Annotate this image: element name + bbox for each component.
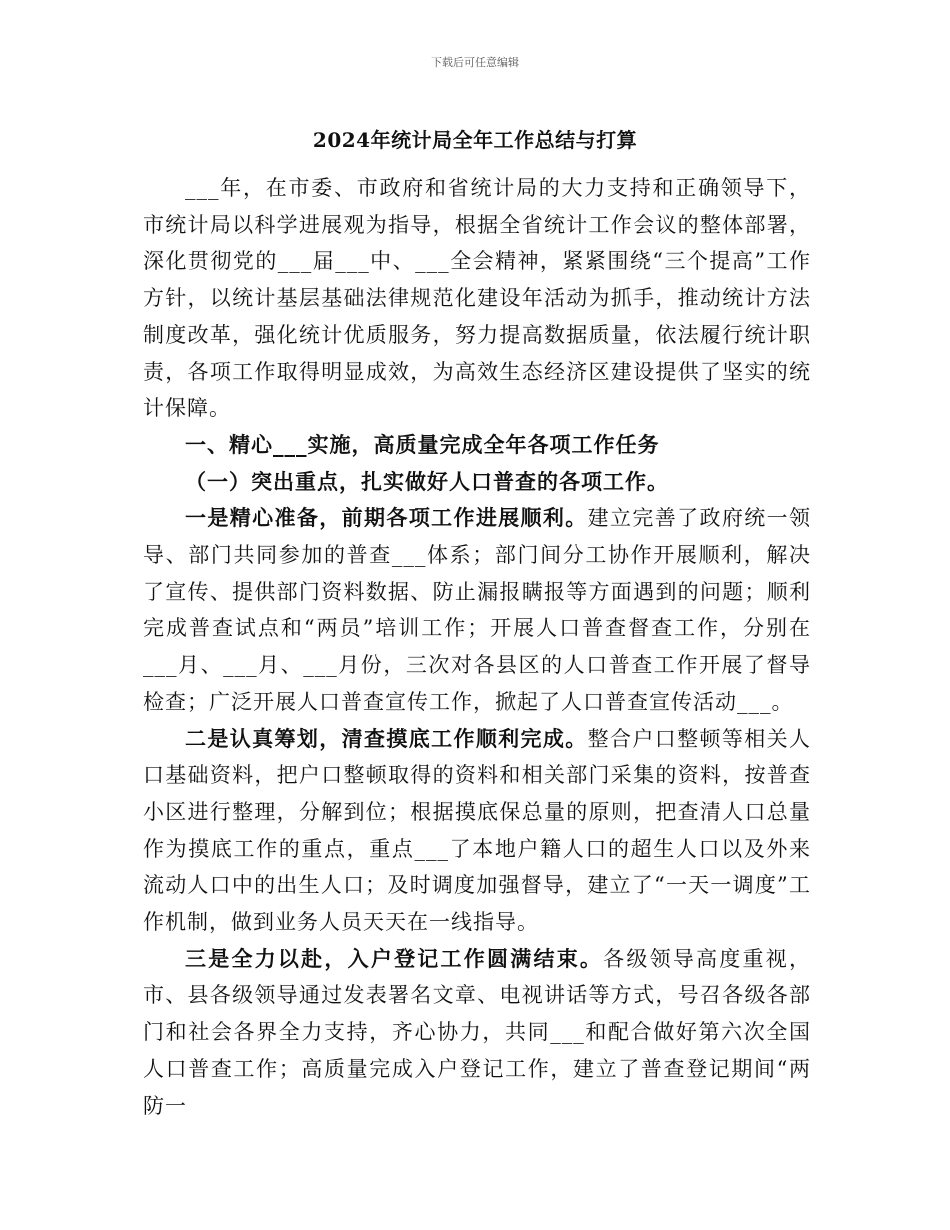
paragraph-text: 整合户口整顿等相关人口基础资料，把户口整顿取得的资料和相关部门采集的资料，按普查小区进行整理，分解到位；根据摸底保总量的原则，把查清人口总量作为摸底工作的重点，重点___了本地户籍人口的超生人口以及外来流动人口中的出生人口；及时调度加强督导，建立了“一天一调度”工作机制，做到业务人员天天在一线指导。 [143,726,812,935]
document-body [143,170,811,1124]
body-paragraph-2 [143,721,811,941]
paragraph-text: 各级领导高度重视，市、县各级领导通过发表署名文章、电视讲话等方式，号召各级各部门和社会各界全力支持，齐心协力，共同___和配合做好第六次全国人口普查工作；高质量完成入户登记工作，建立了普查登记期间“两防一 [143,946,812,1118]
paragraph-text: 建立完善了政府统一领导、部门共同参加的普查___体系；部门间分工协作开展顺利，解决了宣传、提供部门资料数据、防止漏报瞒报等方面遇到的问题；顺利完成普查试点和“两员”培训工作；开展人口普查督查工作，分别在___月、___月、___月份，三次对各县区的人口普查工作开展了督导检查；广泛开展人口普查宣传工作，掀起了人口普查宣传活动___。 [143,506,812,714]
subsection-heading: （一）突出重点，扎实做好人口普查的各项工作。 [185,468,669,494]
paragraph-lead: 一是精心准备，前期各项工作进展顺利。 [185,505,588,531]
document-title: 2024年统计局全年工作总结与打算 [312,128,638,152]
paragraph-lead: 三是全力以赴，入户登记工作圆满结束。 [185,945,604,971]
intro-paragraph: ___年，在市委、市政府和省统计局的大力支持和正确领导下，市统计局以科学进展观为指导，根据全省统计工作会议的整体部署，深化贯彻党的___届___中、___全会精神，紧紧围绕“三个提高”工作方针，以统计基层基础法律规范化建设年活动为抓手，推动统计方法制度改革，强化统计优质服务，努力提高数据质量，依法履行统计职责，各项工作取得明显成效，为高效生态经济区建设提供了坚实的统计保障。 [143,176,811,421]
body-paragraph-3 [143,941,811,1125]
paragraph-lead: 二是认真筹划，清查摸底工作顺利完成。 [185,725,588,751]
header-note: 下载后可任意编辑 [431,56,519,69]
section-heading: 一、精心___实施，高质量完成全年各项工作任务 [185,431,660,457]
body-paragraph-1 [143,500,811,720]
